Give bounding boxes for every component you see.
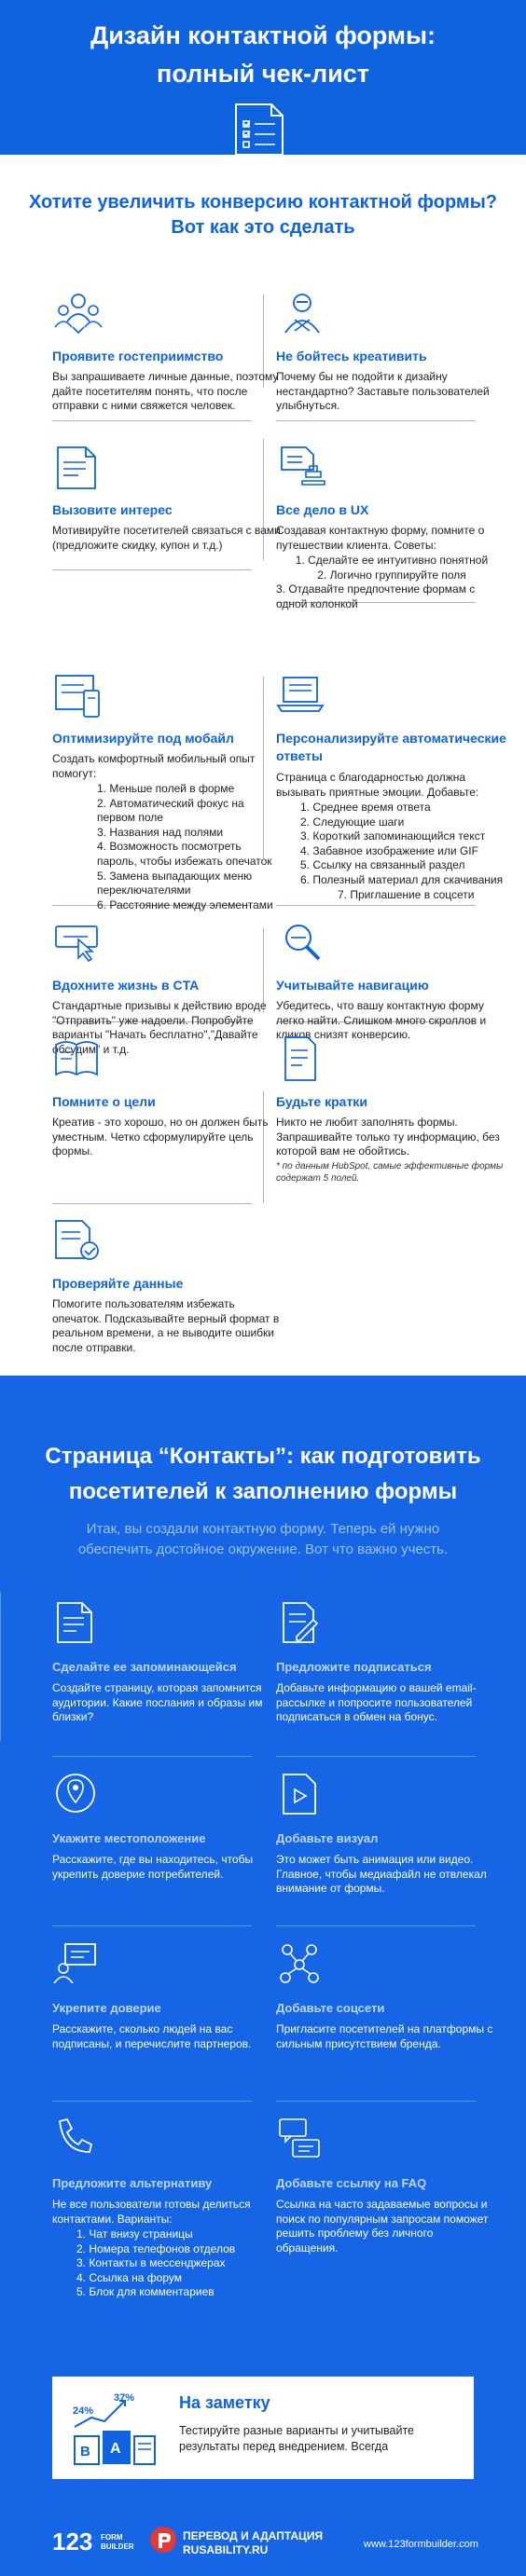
signup-form-icon: [276, 1599, 323, 1644]
contact-tip-text: Создайте страницу, которая запомнится аудитории. Какие послания и образы им близки?: [52, 1681, 263, 1724]
divider: [52, 1756, 252, 1757]
logo-word2: BUILDER: [101, 2542, 134, 2551]
mobile-form-icon: [52, 672, 104, 719]
question-line1: Хотите увеличить конверсию контактной формы?: [28, 192, 498, 212]
contact-tip-title: Предложите подписаться: [276, 1660, 432, 1674]
tip-list: [52, 782, 284, 912]
list-item: 3. Отдавайте предпочтение формам с одной колонкой: [276, 582, 476, 610]
list-item: 4. Забавное изображение или GIF: [300, 843, 478, 857]
divider: [52, 420, 252, 421]
logo-number: 123: [52, 2528, 93, 2555]
contact-tip-title: Добавьте ссылку на FAQ: [276, 2176, 427, 2190]
contact-tip-text: Расскажите, где вы находитесь, чтобы укрепить доверие потребителей.: [52, 1853, 254, 1881]
divider: [276, 420, 476, 421]
list-item: 4. Ссылка на форум: [76, 2270, 182, 2284]
list-item: 1. Сделайте ее интуитивно понятной: [295, 554, 489, 567]
list-item: 5. Блок для комментариев: [76, 2285, 215, 2299]
people-group-icon: [52, 290, 104, 336]
divider: [276, 2101, 476, 2102]
list-item: 2. Логично группируйте поля: [317, 568, 466, 582]
tip-title: Вызовите интерес: [52, 502, 173, 517]
svg-text:A: A: [110, 2441, 121, 2457]
list-item: 6. Расстояние между элементами: [97, 897, 273, 911]
question-line2: Вот как это сделать: [171, 217, 355, 238]
contact-tip-title: Укажите местоположение: [52, 1831, 206, 1845]
footer-url-link[interactable]: www.123formbuilder.com: [364, 2539, 478, 2550]
tip-text: Создать комфортный мобильный опыт помогут:: [52, 752, 256, 780]
trust-icon: [52, 1940, 99, 1985]
tip-title: Будьте кратки: [276, 1094, 367, 1109]
list-item: 4. Возможность посмотреть пароль, чтобы избежать опечаток: [97, 840, 272, 868]
tip-text: Креатив - это хорошо, но он должен быть уместным. Четко сформулируйте цель формы.: [52, 1116, 269, 1158]
footer: [0, 2514, 526, 2576]
list-item: 6. Полезный материал для скачивания: [300, 872, 504, 886]
section-conversion: [0, 155, 526, 1376]
list-item: 1. Меньше полей в форме: [97, 782, 235, 795]
section2-subtitle-line2: обеспечить достойное окружение. Вот что важно учесть.: [77, 1541, 449, 1557]
contact-tip-title: Предложите альтернативу: [52, 2176, 213, 2190]
tip-title: Помните о цели: [52, 1094, 156, 1109]
tip-text: Никто не любит заполнять формы. Запрашивайте только ту информацию, без которой вам не обойтись.: [276, 1116, 500, 1158]
header-title-line2: полный чек-лист: [157, 60, 369, 88]
contact-tip-text: Расскажите, сколько людей на вас подписаны, и перечислите партнеров.: [52, 2022, 252, 2050]
tip-title: Вдохните жизнь в CTA: [52, 978, 200, 993]
divider: [52, 2101, 252, 2102]
stamp-icon: [276, 444, 328, 490]
section1-question: [0, 190, 526, 240]
rus-line2[interactable]: RUSABILITY.RU: [183, 2543, 269, 2556]
contact-tip-list: [52, 2227, 272, 2300]
contact-tip-text: Это может быть анимация или видео. Главное, чтобы медиафайл не отвлекал внимание от формы.: [276, 1853, 487, 1896]
rusability-logo-icon[interactable]: [149, 2526, 177, 2554]
contact-tip-title: Укрепите доверие: [52, 2001, 161, 2015]
note-card-text: Тестируйте разные варианты и учитывайте результаты перед внедрением. Всегда: [179, 2424, 415, 2453]
creative-person-icon: [276, 290, 328, 336]
tip-text: Страница с благодарностью должна вызывать приятные эмоции. Добавьте:: [276, 771, 479, 799]
list-item: 2. Номера телефонов отделов: [76, 2241, 236, 2255]
tip-text: Стандартные призывы к действию вроде "Отправить" уже надоели. Попробуйте варианты "Начать бесплатно","Давайте обсудим" и т.д.: [52, 999, 267, 1056]
tip-title: Все дело в UX: [276, 502, 369, 517]
contact-tip-text: Добавьте информацию о вашей email-рассылке и попросите пользователей подписаться в обмен на бонус.: [276, 1681, 477, 1724]
tip-list: [276, 801, 507, 902]
header: [0, 0, 526, 155]
tip-title: Не бойтесь креативить: [276, 349, 427, 363]
list-item: 1. Чат внизу страницы: [76, 2227, 193, 2240]
rus-line1: ПЕРЕВОД И АДАПТАЦИЯ: [183, 2529, 324, 2542]
ab-pct2: 37%: [114, 2392, 135, 2404]
tip-text: Почему бы не подойти к дизайну нестандартно? Заставьте пользователей улыбнуться.: [276, 370, 490, 413]
cta-button-icon: [52, 919, 104, 966]
divider: [52, 1925, 252, 1926]
ab-pct1: 24%: [73, 2405, 94, 2417]
list-item: 2. Автоматический фокус на первом поле: [97, 796, 244, 825]
tip-title: Проявите гостеприимство: [52, 349, 224, 363]
checklist-document-icon: [228, 101, 298, 157]
media-icon: [276, 1771, 323, 1816]
section2-subtitle-line1: Итак, вы создали контактную форму. Теперь ей нужно: [86, 1521, 440, 1537]
rusability-label: [183, 2529, 323, 2557]
contact-tip-title: Добавьте визуал: [276, 1831, 379, 1845]
social-network-icon: [276, 1940, 323, 1985]
contact-tip-text: Ссылка на часто задаваемые вопросы и поиск по популярным запросам поможет решить проблему без личного обращения.: [276, 2198, 489, 2254]
svg-text:B: B: [80, 2444, 90, 2460]
header-title-line1: Дизайн контактной формы:: [90, 21, 436, 49]
list-item: 3. Названия над полями: [97, 825, 224, 839]
tip-footnote: * по данным HubSpot, самые эффективные формы содержат 5 полей.: [276, 1161, 504, 1184]
section2-title-line1: Страница “Контакты”: как подготовить: [45, 1444, 481, 1469]
contact-tip-text: Не все пользователи готовы делиться контактами. Варианты:: [52, 2198, 251, 2226]
list-item: 5. Ссылку на связанный раздел: [300, 858, 465, 872]
note-card-title: На заметку: [179, 2393, 270, 2412]
123formbuilder-logo[interactable]: [52, 2528, 138, 2555]
contact-tip-text: Пригласите посетителей на платформы с сильным присутствием бренда.: [276, 2022, 493, 2050]
contact-tip-title: Добавьте соцсети: [276, 2001, 385, 2015]
tip-text: Помогите пользователям избежать опечаток. Подсказывайте верный формат в реальном времени, а не выводите ошибки после отправки.: [52, 1297, 280, 1354]
faq-chat-icon: [276, 2116, 323, 2160]
logo-word1: FORM: [101, 2533, 123, 2542]
phone-icon: [52, 2116, 99, 2160]
divider: [52, 569, 252, 570]
divider: [276, 1925, 476, 1926]
tip-text: Создавая контактную форму, помните о путешествии клиента. Советы:: [276, 524, 485, 552]
book-icon: [52, 1035, 104, 1082]
list-item: 3. Контакты в мессенджерах: [76, 2256, 226, 2270]
list-item: 5. Замена выпадающих меню переключателями: [97, 869, 253, 897]
list-item: 7. Приглашение в соцсети: [338, 887, 475, 901]
divider: [276, 905, 476, 906]
tip-title: Проверяйте данные: [52, 1276, 184, 1291]
divider: [0, 1592, 1, 1741]
list-item: 1. Среднее время ответа: [300, 801, 431, 814]
section-contacts-page: [0, 1376, 526, 2576]
short-form-icon: [276, 1035, 328, 1082]
contact-tip-title: Сделайте ее запоминающейся: [52, 1660, 237, 1674]
tip-title: Персонализируйте автоматические ответы: [276, 731, 506, 763]
form-document-icon: [52, 444, 104, 490]
tip-list: [276, 554, 507, 611]
divider: [276, 1756, 476, 1757]
tip-text: Убедитесь, что вашу контактную форму легко найти. Слишком много скроллов и кликов снизят конверсию.: [276, 999, 487, 1042]
list-item: 2. Следующие шаги: [300, 815, 405, 829]
section2-title-line2: посетителей к заполнению формы: [68, 1479, 458, 1504]
tip-title: Учитывайте навигацию: [276, 978, 429, 993]
check-form-icon: [52, 1217, 104, 1264]
ab-test-icon: [65, 2390, 168, 2470]
tip-text: Мотивируйте посетителей связаться с вами (предложите скидку, купон и т.д.): [52, 524, 281, 552]
list-item: 3. Короткий запоминающийся текст: [300, 829, 486, 843]
divider: [52, 1203, 252, 1204]
tip-title: Оптимизируйте под мобайл: [52, 731, 234, 746]
laptop-icon: [276, 672, 328, 719]
tip-text: Вы запрашиваете личные данные, поэтому дайте посетителям понять, что после отправки с ними свяжется человек.: [52, 370, 279, 413]
form-document-icon: [52, 1599, 99, 1644]
magnifier-icon: [276, 919, 328, 966]
note-card: [52, 2377, 474, 2479]
location-icon: [52, 1771, 99, 1816]
